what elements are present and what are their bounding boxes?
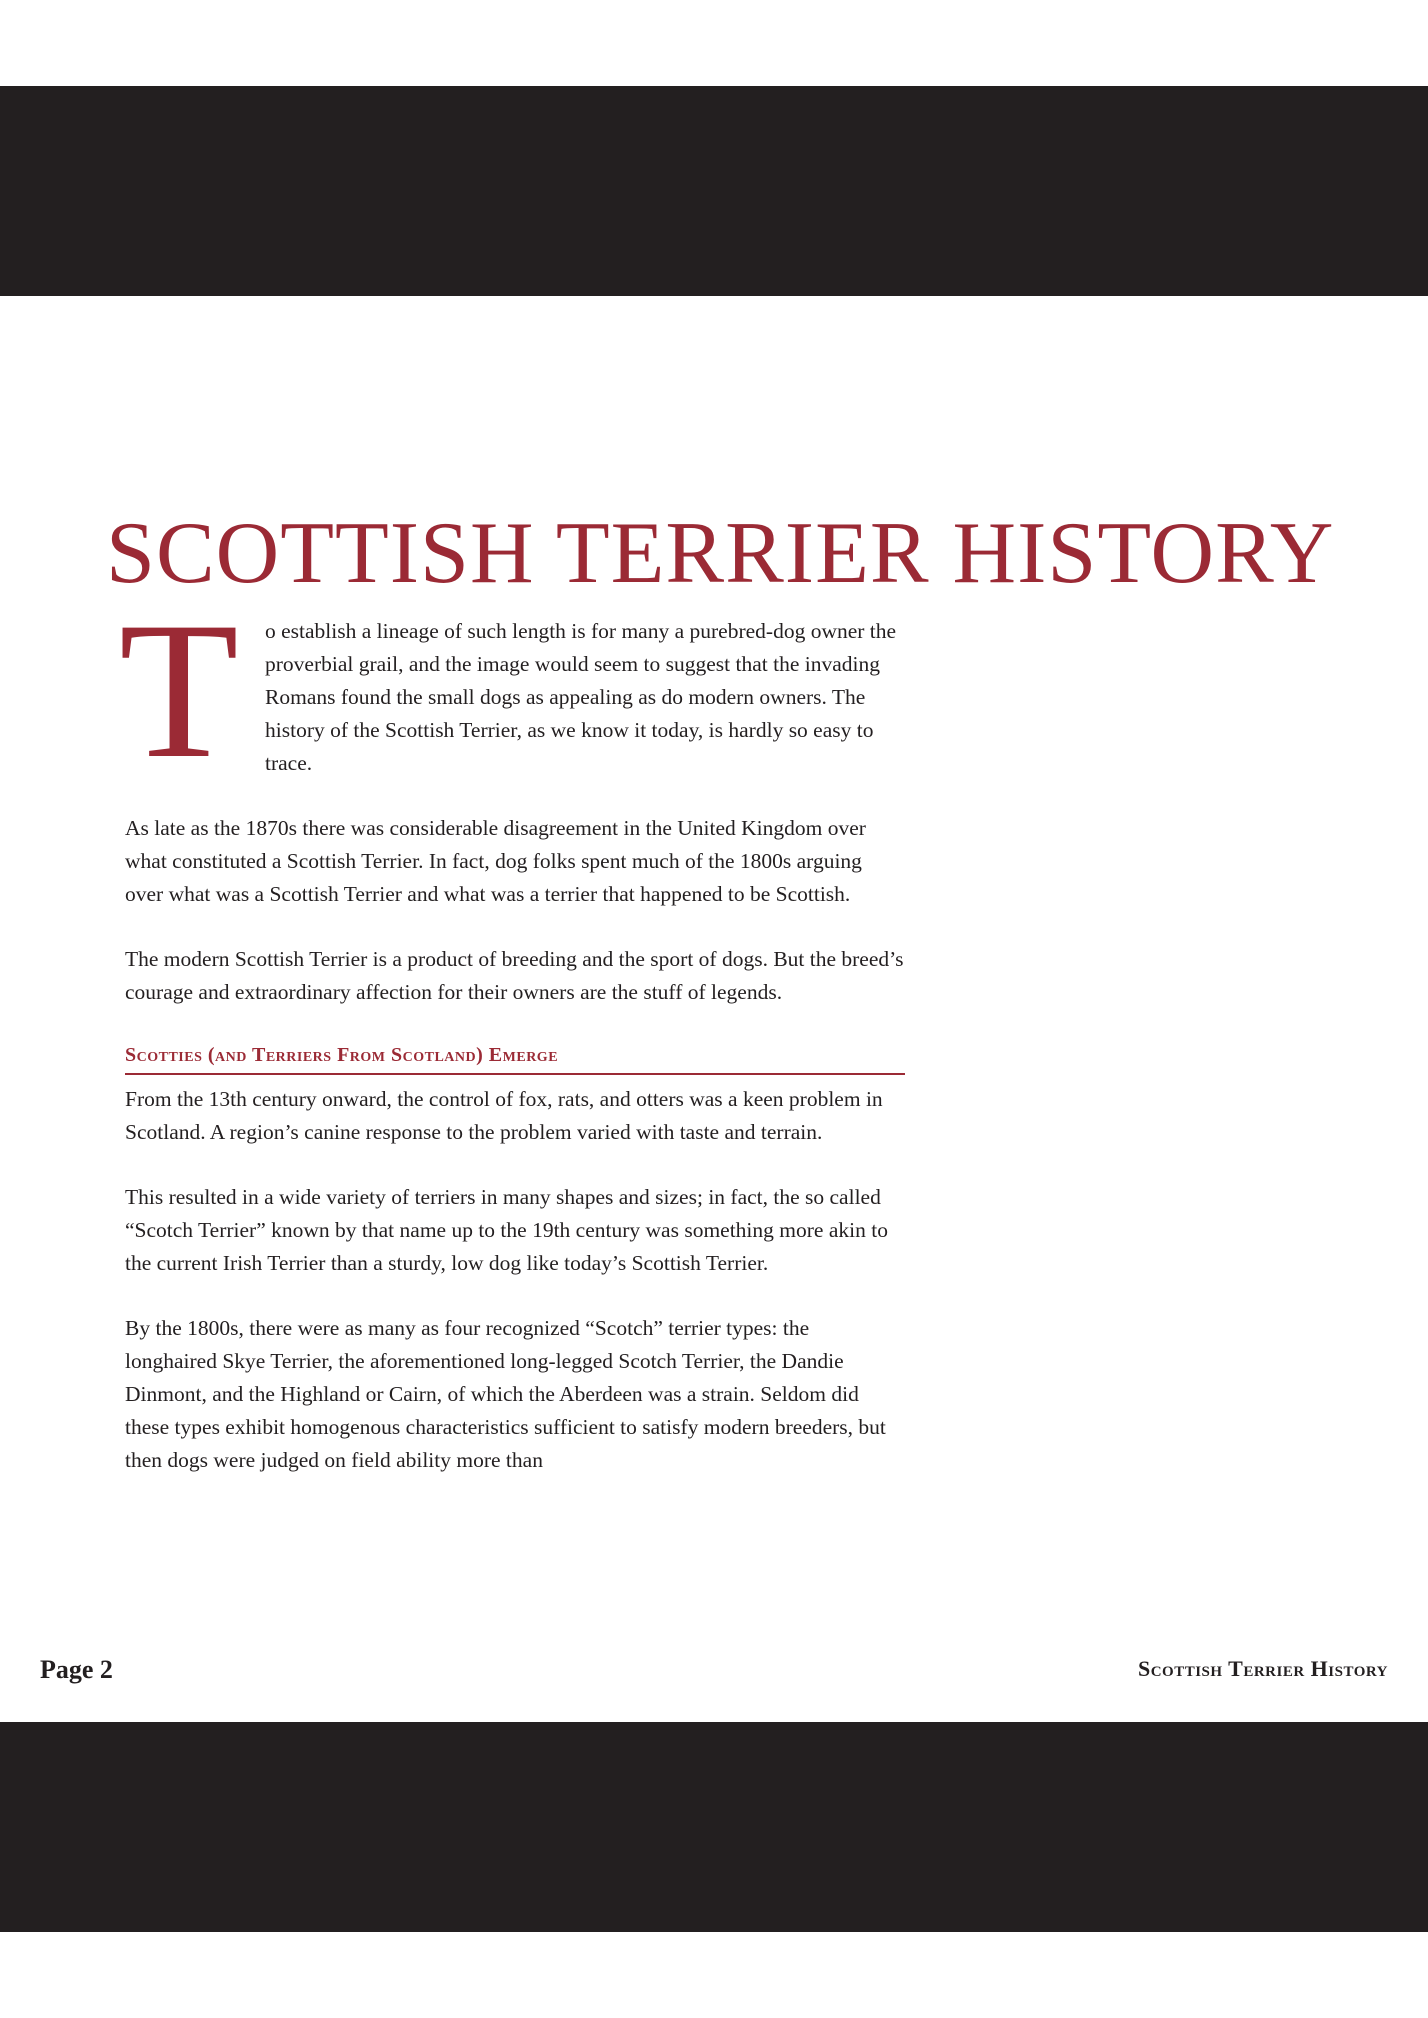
section-heading: Scotties (and Terriers From Scotland) Emerge xyxy=(125,1041,905,1075)
paragraph: As late as the 1870s there was considerable disagreement in the United Kingdom over what constituted a Scottish Terrier. In fact, dog folks spent much of the 1800s arguing over what was a Scottish Terrier and what was a terrier that happened to be Scottish. xyxy=(125,816,866,906)
running-title: Scottish Terrier History xyxy=(1137,1656,1388,1681)
bottom-black-band xyxy=(0,1722,1428,1932)
paragraph: The modern Scottish Terrier is a product of breeding and the sport of dogs. But the breed’s courage and extraordinary affection for their owners are the stuff of legends. xyxy=(125,947,904,1004)
paragraph: This resulted in a wide variety of terriers in many shapes and sizes; in fact, the so called “Scotch Terrier” known by that name up to the 19th century was something more akin to the current Irish Terrier than a sturdy, low dog like today’s Scottish Terrier. xyxy=(125,1185,888,1275)
paragraph: From the 13th century onward, the control of fox, rats, and otters was a keen problem in Scotland. A region’s canine response to the problem varied with taste and terrain. xyxy=(125,1087,883,1144)
section-body xyxy=(125,1083,905,1477)
top-black-band xyxy=(0,86,1428,296)
page-number: Page 2 xyxy=(40,1655,113,1684)
lead-paragraph-container xyxy=(265,615,905,780)
article-body xyxy=(119,582,905,1509)
lead-paragraph: o establish a lineage of such length is for many a purebred-dog owner the proverbial grail, and the image would seem to suggest that the invading Romans found the small dogs as appealing as do modern owners. The history of the Scottish Terrier, as we know it today, is hardly so easy to trace. xyxy=(265,619,897,775)
lead-block xyxy=(119,582,905,799)
page-title: SCOTTISH TERRIER HISTORY xyxy=(106,504,1335,602)
drop-cap: T xyxy=(119,582,239,799)
paragraph: By the 1800s, there were as many as four recognized “Scotch” terrier types: the longhaired Skye Terrier, the aforementioned long-legged Scotch Terrier, the Dandie Dinmont, and the Highland or Cairn, of which the Aberdeen was a strain. Seldom did these types exhibit homogenous characteristics sufficient to satisfy modern breeders, but then dogs were judged on field ability more than xyxy=(125,1316,886,1472)
